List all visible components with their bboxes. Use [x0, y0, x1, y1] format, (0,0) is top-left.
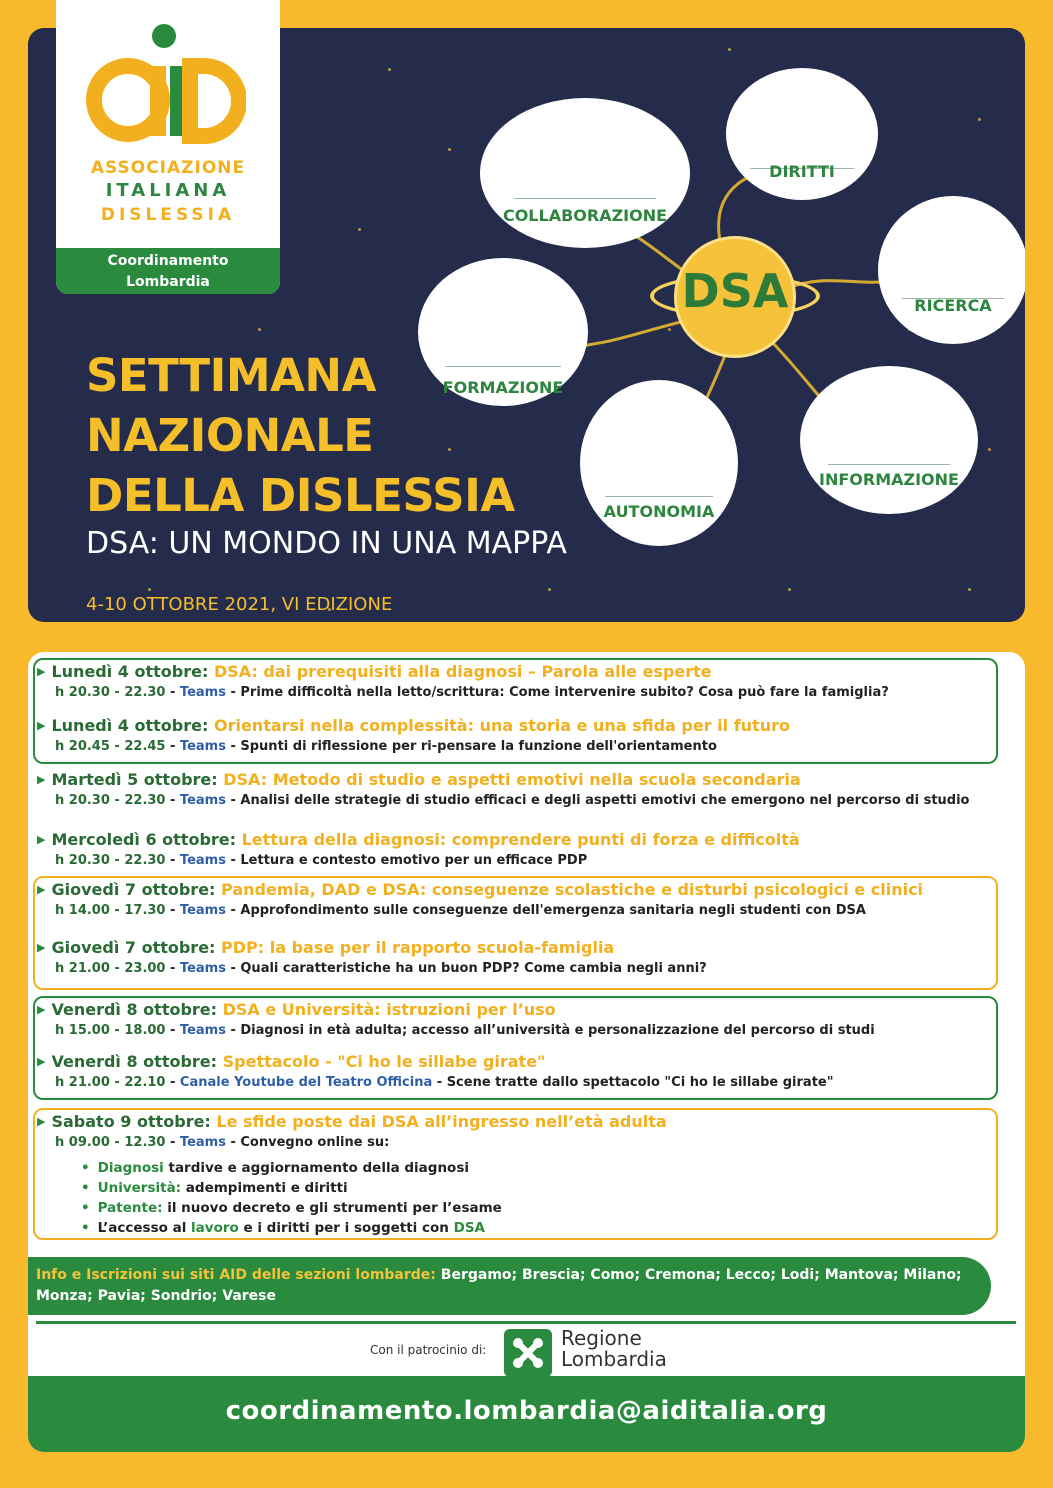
- list-item: • Diagnosi tardive e aggiornamento della diagnosi: [81, 1158, 502, 1178]
- node-formazione: FORMAZIONE: [418, 258, 588, 406]
- event-subtitle: DSA: UN MONDO IN UNA MAPPA: [86, 526, 567, 561]
- aid-logo: [56, 0, 280, 294]
- divider: [36, 1321, 1016, 1324]
- patron-name: Regione Lombardia: [561, 1326, 667, 1371]
- program-card: [28, 652, 1025, 1452]
- node-informazione: INFORMAZIONE: [800, 366, 978, 514]
- dsa-label: DSA: [681, 264, 789, 318]
- footer: [28, 1376, 1025, 1452]
- list-item: • Patente: il nuovo decreto e gli strumenti per l’esame: [81, 1198, 502, 1218]
- group-saturday: ▶ Sabato 9 ottobre: Le sfide poste dai DSA all’ingresso nell’età adulta h 09.00 - 12.30 - Teams - Convegno online su: • Diagnosi tardive e aggiornamento della diagnosi • Università: adempimenti e diritti • Patente: il nuovo decreto e gli strumenti per l’esame • L’accesso al lavoro e i diritti per i soggetti con DSA: [33, 1108, 998, 1240]
- info-banner: Info e Iscrizioni sui siti AID delle sezioni lombarde: Bergamo; Brescia; Como; Cremona; Lecco; Lodi; Mantova; Milano; Monza; Pavia; Sondrio; Varese: [28, 1257, 991, 1315]
- logo-band: Coordinamento Lombardia: [56, 248, 280, 294]
- logo-line-1: ASSOCIAZIONE: [90, 158, 246, 178]
- group-tue-wed: ▶ Martedì 5 ottobre: DSA: Metodo di studio e aspetti emotivi nella scuola secondaria h 20.30 - 22.30 - Teams - Analisi delle strategie di studio efficaci e degli aspetti emotivi che emergono nel percorso di studio ▶ Mercoledì 6 ottobre: Lettura della diagnosi: comprendere punti di forza e difficoltà h 20.30 - 22.30 - Teams - Lettura e contesto emotivo per un efficace PDP: [33, 766, 998, 876]
- group-monday: ▶ Lunedì 4 ottobre: DSA: dai prerequisiti alla diagnosi – Parola alle esperte h 20.30 - 22.30 - Teams - Prime difficoltà nella letto/scrittura: Come intervenire subito? Cosa può fare la famiglia? ▶ Lunedì 4 ottobre: Orientarsi nella complessità: una storia e una sfida per il futuro h 20.45 - 22.45 - Teams - Spunti di riflessione per ri-pensare la funzione dell'orientamento: [33, 658, 998, 764]
- regione-lombardia-logo-icon: [504, 1329, 552, 1377]
- logo-line-3: DISLESSIA: [100, 205, 236, 225]
- group-friday: ▶ Venerdì 8 ottobre: DSA e Università: istruzioni per l’uso h 15.00 - 18.00 - Teams - Diagnosi in età adulta; accesso all’università e personalizzazione del percorso di studi ▶ Venerdì 8 ottobre: Spettacolo - "Ci ho le sillabe girate" h 21.00 - 22.10 - Canale Youtube del Teatro Officina - Scene tratte dallo spettacolo "Ci ho le sillabe girate": [33, 996, 998, 1100]
- node-autonomia: AUTONOMIA: [580, 380, 738, 546]
- list-item: • Università: adempimenti e diritti: [81, 1178, 502, 1198]
- logo-line-2: ITALIANA: [105, 180, 231, 201]
- node-collaborazione: COLLABORAZIONE: [480, 98, 690, 248]
- topic-list: [81, 1158, 502, 1238]
- list-item: • L’accesso al lavoro e i diritti per i soggetti con DSA: [81, 1218, 502, 1238]
- group-thursday: ▶ Giovedì 7 ottobre: Pandemia, DAD e DSA: conseguenze scolastiche e disturbi psicologici e clinici h 14.00 - 17.30 - Teams - Approfondimento sulle conseguenze dell'emergenza sanitaria negli studenti con DSA ▶ Giovedì 7 ottobre: PDP: la base per il rapporto scuola-famiglia h 21.00 - 23.00 - Teams - Quali caratteristiche ha un buon PDP? Come cambia negli anni?: [33, 876, 998, 990]
- node-ricerca: RICERCA: [878, 196, 1025, 344]
- aid-logo-mark-icon: [86, 22, 246, 152]
- youtube-channel-link[interactable]: Canale Youtube del Teatro Officina: [179, 1075, 433, 1090]
- event-edition: 4-10 OTTOBRE 2021, VI EDIZIONE: [86, 594, 393, 615]
- event-title: SETTIMANA NAZIONALE DELLA DISLESSIA: [86, 349, 515, 522]
- contact-email-link[interactable]: coordinamento.lombardia@aiditalia.org: [225, 1396, 828, 1426]
- node-diritti: DIRITTI: [726, 68, 878, 200]
- patronage-label: Con il patrocinio di:: [370, 1343, 487, 1357]
- mind-map: [408, 68, 1025, 608]
